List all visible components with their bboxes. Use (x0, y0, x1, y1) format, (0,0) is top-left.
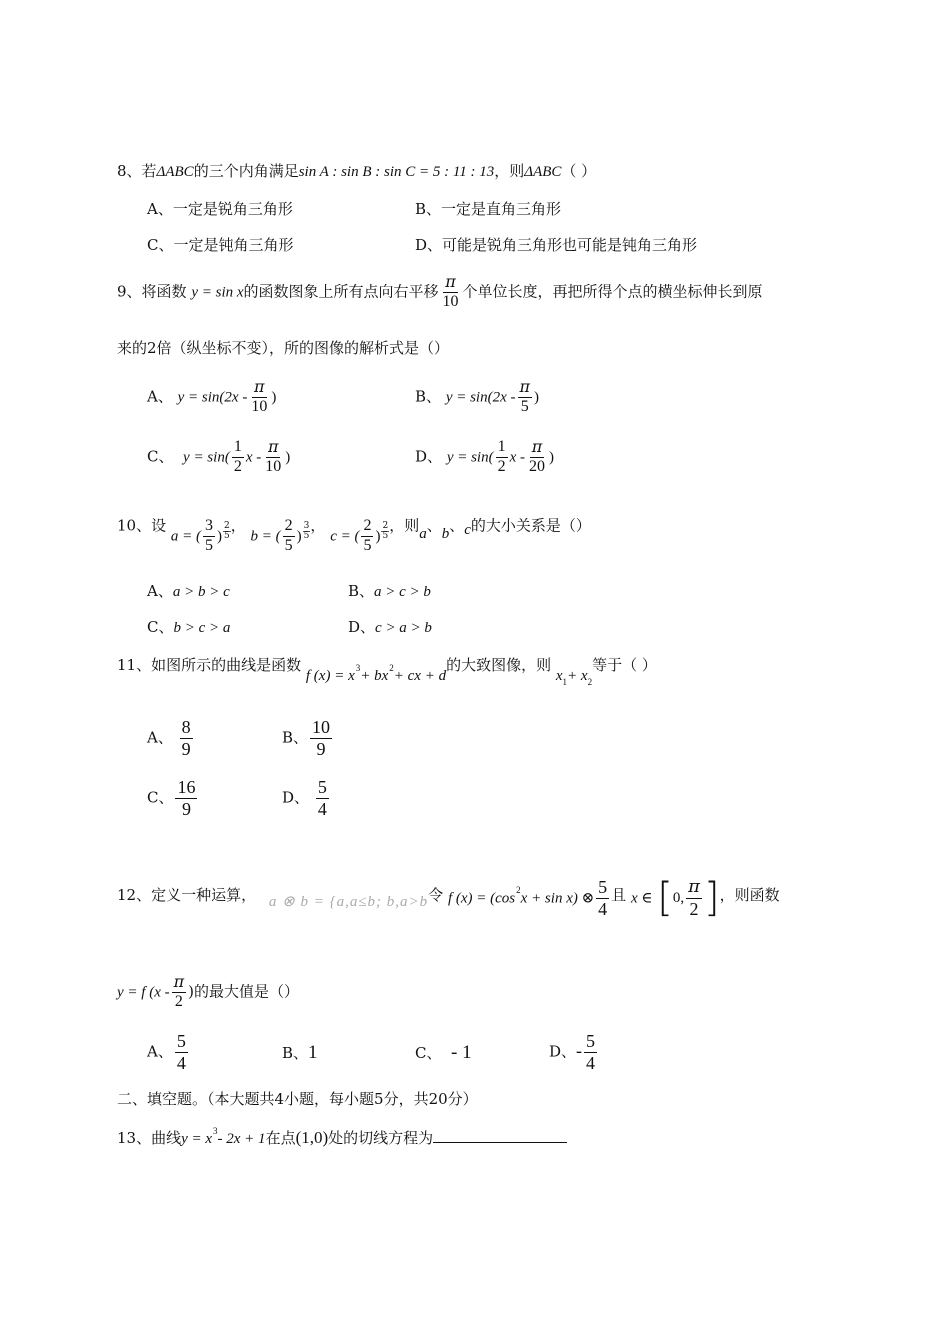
q10-a-num: 3 (203, 518, 215, 537)
q9-option-d-label: D、 (415, 447, 443, 466)
q13-stem (117, 1128, 567, 1147)
q9-shift-num: π (445, 272, 456, 291)
q13-number: 13、曲线 (117, 1129, 182, 1147)
q11-option-a-den: 9 (181, 738, 191, 759)
q9-option-c-num: π (267, 437, 279, 456)
q13-func-post: - 2x + 1 (217, 1131, 266, 1147)
q12-line2-den: 2 (174, 992, 183, 1010)
q11-number: 11、如图所示的曲线是函数 (117, 656, 302, 674)
q10-option-a-expr: a > b > c (172, 584, 230, 600)
q8-condition: sin A : sin B : sin C = 5 : 11 : 13 (298, 164, 495, 180)
q9-option-d-num: π (531, 437, 543, 456)
q12-option-a-num: 5 (176, 1031, 186, 1051)
q10-b-var: b = ( (250, 528, 281, 545)
q10-then: ，则 (389, 516, 420, 535)
q9-text2: 个单位长度，再把所得个点的横坐标伸长到原 (462, 282, 763, 301)
q12-stem-line2 (117, 974, 299, 1011)
q12-zero: 0, (672, 889, 685, 906)
q12-tail: ，则函数 (719, 886, 780, 905)
q9-option-c-mid: x - (245, 449, 262, 466)
q10-a-close: ) (217, 528, 222, 545)
q11-plus-bx: + bx (360, 668, 389, 684)
q11-option-b-label: B、 (282, 728, 309, 747)
q9-option-a-pre: y = sin(2x - (177, 389, 248, 406)
q12-right-bracket: ] (703, 875, 720, 922)
q11-option-d-num: 5 (317, 777, 327, 797)
q12-x-in: x ∈ (630, 890, 653, 907)
q10-c-den: 5 (363, 536, 372, 554)
q11-option-d (282, 778, 331, 819)
q10-a-exp-n: 2 (224, 521, 230, 532)
q10-b-expr (251, 518, 311, 555)
q9-option-d-den: 20 (529, 457, 545, 475)
q12-pi-half (686, 878, 702, 919)
q9-stem-line2: 来的2倍（纵坐标不变），所的图像的解析式是（） (117, 339, 450, 357)
q12-option-b-value: 1 (308, 1042, 318, 1063)
q10-c-num: 2 (361, 518, 373, 537)
q9-option-b-den: 5 (520, 397, 529, 415)
q11-func-pre: f (x) = x (305, 668, 355, 684)
q12-option-d-sign: - (576, 1040, 583, 1061)
q11-sub1: 1 (562, 677, 568, 687)
q11-sum-squares (555, 668, 593, 687)
q10-b-exp-n: 3 (303, 521, 310, 532)
q11-option-b-den: 9 (316, 738, 326, 759)
q10-option-d-label: D、 (348, 618, 376, 636)
q10-b-den: 5 (284, 536, 293, 554)
q12-operation-definition: a ⊗ b = {a,a≤b; b,a>b (268, 894, 429, 911)
q10-a-expr (171, 518, 231, 555)
q12-option-d (549, 1032, 599, 1073)
q9-option-b-num: π (519, 377, 531, 396)
q9-option-c-half-num: 1 (232, 439, 244, 458)
q11-option-c-den: 9 (181, 798, 191, 819)
q9-shift-fraction (441, 274, 461, 311)
q10-option-d-expr: c > a > b (375, 620, 432, 636)
q12-func: f (x) = (cos (447, 890, 516, 907)
q8-option-a: A、一定是锐角三角形 (147, 200, 293, 218)
q11-exp3: 3 (355, 663, 361, 673)
q9-stem-line1 (117, 274, 763, 311)
q12-pnum: π (688, 876, 700, 897)
q10-b-close: ) (296, 528, 302, 545)
q9-option-b-fraction (518, 379, 533, 416)
q12-option-c-value: - 1 (451, 1042, 472, 1063)
q12-option-d-fraction (584, 1032, 597, 1073)
q12-option-c-label: C、 (415, 1044, 442, 1062)
q10-option-a-label: A、 (147, 582, 173, 600)
q9-option-a-fraction (249, 379, 269, 416)
q10-option-c (147, 620, 230, 636)
q10-option-b-label: B、 (348, 582, 375, 600)
q9-shift-den: 10 (442, 292, 459, 310)
q10-c-exp-d: 5 (382, 531, 389, 542)
q10-b-exponent (303, 522, 311, 541)
q9-option-b-pre: y = sin(2x - (445, 389, 516, 406)
q8-triangle: ΔABC (156, 164, 194, 180)
q12-domain (630, 875, 720, 922)
q10-comma1: ， (230, 516, 246, 535)
q12-option-d-den: 4 (586, 1052, 596, 1073)
q10-a-den: 5 (205, 536, 213, 554)
q10-a-exponent (223, 522, 231, 541)
q12-line2-post: )的最大值是（） (188, 982, 299, 1001)
q10-option-b (348, 584, 431, 600)
q11-plus-x2: + x (567, 668, 588, 684)
q10-comma2: ， (310, 516, 326, 535)
q12-option-a-fraction (175, 1032, 188, 1073)
q11-option-c-num: 16 (177, 777, 196, 797)
q10-option-a (147, 584, 230, 600)
q11-option-a-fraction (180, 718, 193, 759)
q12-option-a-den: 4 (176, 1052, 186, 1073)
q9-option-c-label: C、 (147, 447, 174, 466)
q12-ling: 令 (428, 886, 444, 905)
q8-option-b: B、一定是直角三角形 (415, 200, 562, 218)
q11-option-a-num: 8 (181, 717, 191, 737)
q11-option-b (282, 718, 334, 759)
q12-five-quarters (596, 878, 609, 919)
q10-c-close: ) (375, 528, 381, 545)
q11-option-d-label: D、 (282, 788, 310, 807)
q9-option-d-post: ) (549, 449, 554, 466)
q12-option-d-num: 5 (586, 1031, 596, 1051)
q9-option-c (147, 439, 290, 476)
q11-option-b-fraction (310, 718, 332, 759)
q12-option-d-label: D、 (549, 1042, 577, 1061)
q9-option-d-pre: y = sin( (446, 449, 494, 466)
q12-fnum: 5 (598, 877, 608, 897)
q10-b-num: 2 (283, 518, 295, 537)
q9-option-a-label: A、 (147, 387, 173, 406)
q8-text1: 的三个内角满足 (193, 162, 299, 180)
q11-option-b-num: 10 (312, 717, 331, 737)
q9-option-b-post: ) (534, 389, 540, 406)
q13-answer-blank[interactable] (433, 1128, 567, 1143)
q11-option-d-den: 4 (317, 798, 327, 819)
q11-text1: 的大致图像，则 (446, 656, 552, 674)
q10-c-expr (330, 518, 389, 555)
q12-line2-pre: y = f (x - (117, 984, 170, 1001)
q9-option-c-den: 10 (265, 457, 282, 475)
q9-option-c-fraction (263, 439, 283, 476)
q9-function: y = sin x (191, 284, 244, 301)
q10-var-c: c (464, 522, 471, 539)
q11-option-a-label: A、 (147, 728, 173, 747)
q8-stem (117, 164, 596, 180)
q9-option-a-den: 10 (251, 397, 268, 415)
q12-option-b (282, 1043, 318, 1062)
q12-exp2: 2 (516, 885, 521, 896)
q9-number: 9、将函数 (117, 282, 187, 301)
q10-a-exp-d: 5 (224, 531, 230, 542)
q12-fden: 4 (598, 898, 608, 919)
q12-pden: 2 (689, 898, 699, 919)
q11-rest: + cx + d (393, 668, 447, 684)
q10-b-base (283, 518, 295, 555)
q10-stem (117, 508, 591, 554)
q10-c-exp-n: 2 (382, 521, 389, 532)
q9-option-d-half-num: 1 (496, 439, 508, 458)
q10-var-a: a (419, 526, 427, 543)
q9-option-c-half (232, 439, 244, 476)
q12-func2: x + sin x) ⊗ (520, 890, 595, 907)
q11-x1: x (555, 668, 563, 684)
q8-option-d: D、可能是锐角三角形也可能是钝角三角形 (415, 236, 698, 254)
q9-option-a-post: ) (271, 389, 277, 406)
q13-text2: 处的切线方程为 (328, 1129, 434, 1147)
q12-stem-line1 (117, 868, 780, 922)
q11-text2: 等于（ ） (592, 656, 657, 674)
q11-option-c-fraction (175, 778, 197, 819)
q12-option-c (415, 1043, 472, 1062)
q13-func-pre: y = x (181, 1131, 213, 1147)
q10-number: 10、设 (117, 516, 167, 535)
q10-c-var: c = ( (330, 528, 360, 545)
q8-option-c: C、一定是钝角三角形 (147, 236, 294, 254)
q9-option-c-half-den: 2 (233, 457, 242, 475)
q9-option-d-half-den: 2 (497, 457, 506, 475)
q11-option-c (147, 778, 199, 819)
q10-sep2: 、 (449, 516, 465, 535)
q10-a-base (203, 518, 215, 555)
q12-left-bracket: [ (657, 875, 673, 922)
q10-option-c-label: C、 (147, 618, 174, 636)
q12-number: 12、定义一种运算， (117, 886, 257, 905)
q11-sub2: 2 (587, 677, 593, 687)
q10-option-d (348, 620, 432, 636)
q10-c-base (361, 518, 373, 555)
q9-option-d-mid: x - (509, 449, 525, 466)
section2-heading: 二、填空题。（本大题共4小题，每小题5分，共20分） (117, 1090, 478, 1108)
q13-point: (1,0) (295, 1128, 329, 1147)
q11-stem (117, 656, 657, 687)
q9-text1: 的函数图象上所有点向右平移 (243, 282, 439, 301)
q8-answer-paren: （ ） (561, 162, 597, 180)
q9-option-d-half (496, 439, 508, 476)
q11-option-a (147, 718, 195, 759)
q9-option-b (415, 379, 539, 416)
q9-option-b-label: B、 (415, 387, 442, 406)
q8-triangle2: ΔABC (524, 164, 562, 180)
q11-option-c-label: C、 (147, 788, 174, 807)
q12-option-a-label: A、 (147, 1042, 173, 1061)
q13-text1: 在点 (265, 1129, 296, 1147)
q12-qie: 且 (611, 886, 627, 905)
q9-option-d (415, 439, 554, 476)
q9-option-d-fraction (527, 439, 547, 476)
q12-interval (657, 875, 720, 922)
q9-option-a-num: π (254, 377, 265, 396)
q10-option-c-expr: b > c > a (173, 620, 231, 636)
q10-b-exp-d: 5 (303, 531, 310, 542)
q10-sep1: 、 (426, 516, 442, 535)
q12-option-a (147, 1032, 190, 1073)
q10-var-b: b (441, 526, 450, 543)
q9-option-a (147, 379, 276, 416)
q10-tail: 的大小关系是（） (470, 516, 591, 535)
q9-option-c-pre: y = sin( (183, 449, 230, 466)
q12-function (448, 878, 611, 919)
q12-line2-fraction (172, 974, 187, 1011)
q12-option-b-label: B、 (282, 1044, 309, 1062)
q9-option-c-post: ) (285, 449, 291, 466)
q13-exp3: 3 (213, 1126, 218, 1136)
q11-function (305, 663, 447, 684)
q10-c-exponent (381, 522, 389, 541)
q11-option-d-fraction (316, 778, 329, 819)
q12-line2-num: π (173, 972, 185, 991)
q10-option-b-expr: a > c > b (374, 584, 431, 600)
q11-exp2: 2 (389, 663, 394, 673)
q8-number: 8、若 (117, 162, 157, 180)
q8-text2: ，则 (494, 162, 525, 180)
q10-a-var: a = ( (170, 528, 201, 545)
